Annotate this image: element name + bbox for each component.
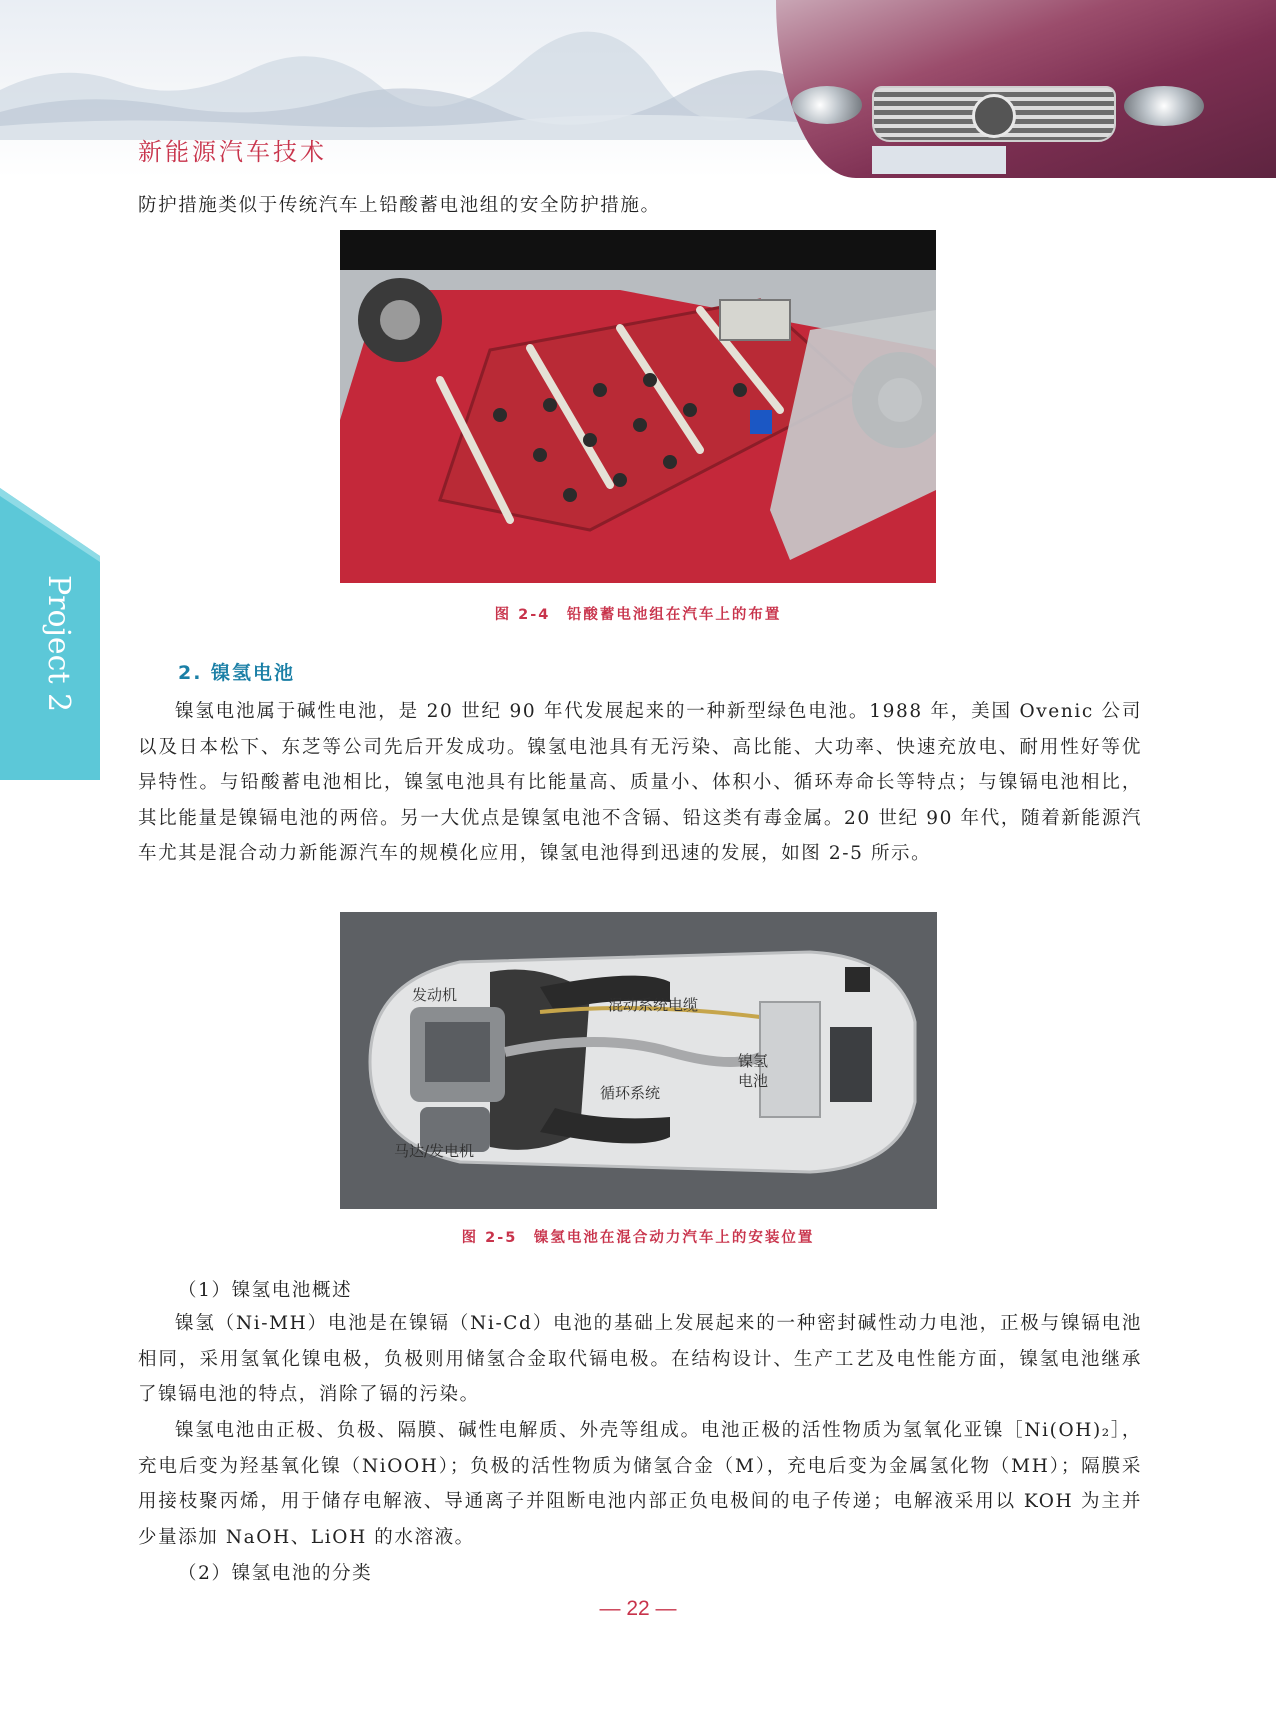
header-car-image — [776, 0, 1276, 178]
overview-paragraph-2: 镍氢电池由正极、负极、隔膜、碱性电解质、外壳等组成。电池正极的活性物质为氢氧化亚镍［Ni(OH)₂］，充电后变为羟基氧化镍（NiOOH）；负极的活性物质为储氢合金（M），充电后变为金属氢化物（MH）；隔膜采用接枝聚丙烯，用于储存电解液、导通离子并阻断电池内部正负电极间的电子传递；电解液采用以 KOH 为主并少量添加 NaOH、LiOH 的水溶液。 — [138, 1420, 1142, 1548]
car-headlamp-right — [1124, 86, 1204, 126]
page-header — [0, 0, 1276, 178]
section-paragraph: 镍氢电池属于碱性电池，是 20 世纪 90 年代发展起来的一种新型绿色电池。1988 年，美国 Ovenic 公司以及日本松下、东芝等公司先后开发成功。镍氢电池具有无污染、高比能、大功率、快速充放电、耐用性好等优异特性。与铅酸蓄电池相比，镍氢电池具有比能量高、质量小、体积小、循环寿命长等特点；与镍镉电池相比，其比能量是镍镉电池的两倍。另一大优点是镍氢电池不含镉、铅这类有毒金属。20 世纪 90 年代，随着新能源汽车尤其是混合动力新能源汽车的规模化应用，镍氢电池得到迅速的发展，如图 2-5 所示。 — [138, 701, 1142, 864]
hybrid-car-illustration — [340, 912, 937, 1209]
nimh-battery-label-line1: 镍氢 — [738, 1052, 769, 1070]
intro-line: 防护措施类似于传统汽车上铅酸蓄电池组的安全防护措施。 — [138, 195, 661, 216]
car-license-plate — [872, 146, 1006, 174]
book-title: 新能源汽车技术 — [138, 138, 327, 166]
section-heading: 2. 镍氢电池 — [178, 662, 296, 684]
lead-acid-battery-photo — [340, 230, 936, 583]
cooling-system-label: 循环系统 — [600, 1084, 661, 1102]
motor-generator-label: 马达/发电机 — [394, 1142, 475, 1160]
overview-heading: （1）镍氢电池概述 — [178, 1280, 353, 1301]
hybrid-cable-label: 混动系统电缆 — [608, 996, 699, 1014]
hybrid-car-cutaway-image — [340, 912, 937, 1209]
engine-label: 发动机 — [412, 986, 458, 1004]
nimh-battery-label-line2: 电池 — [738, 1072, 769, 1090]
overview-paragraph-1: 镍氢（Ni-MH）电池是在镍镉（Ni-Cd）电池的基础上发展起来的一种密封碱性动力电池，正极与镍镉电池相同，采用氢氧化镍电极，负极则用储氢合金取代镉电极。在结构设计、生产工艺及电性能方面，镍氢电池继承了镍镉电池的特点，消除了镉的污染。 — [138, 1313, 1142, 1405]
page-number: — 22 — — [599, 1597, 677, 1620]
side-tab-label: Project 2 — [41, 575, 76, 713]
car-headlamp-left — [792, 86, 862, 124]
figure-2-5-caption: 图 2-5 镍氢电池在混合动力汽车上的安装位置 — [461, 1230, 815, 1246]
car-emblem — [972, 94, 1016, 138]
mountain-landscape-image — [0, 20, 820, 140]
battery-pack-illustration — [340, 230, 936, 583]
classification-heading: （2）镍氢电池的分类 — [178, 1563, 373, 1584]
figure-2-4-caption: 图 2-4 铅酸蓄电池组在汽车上的布置 — [494, 607, 782, 623]
